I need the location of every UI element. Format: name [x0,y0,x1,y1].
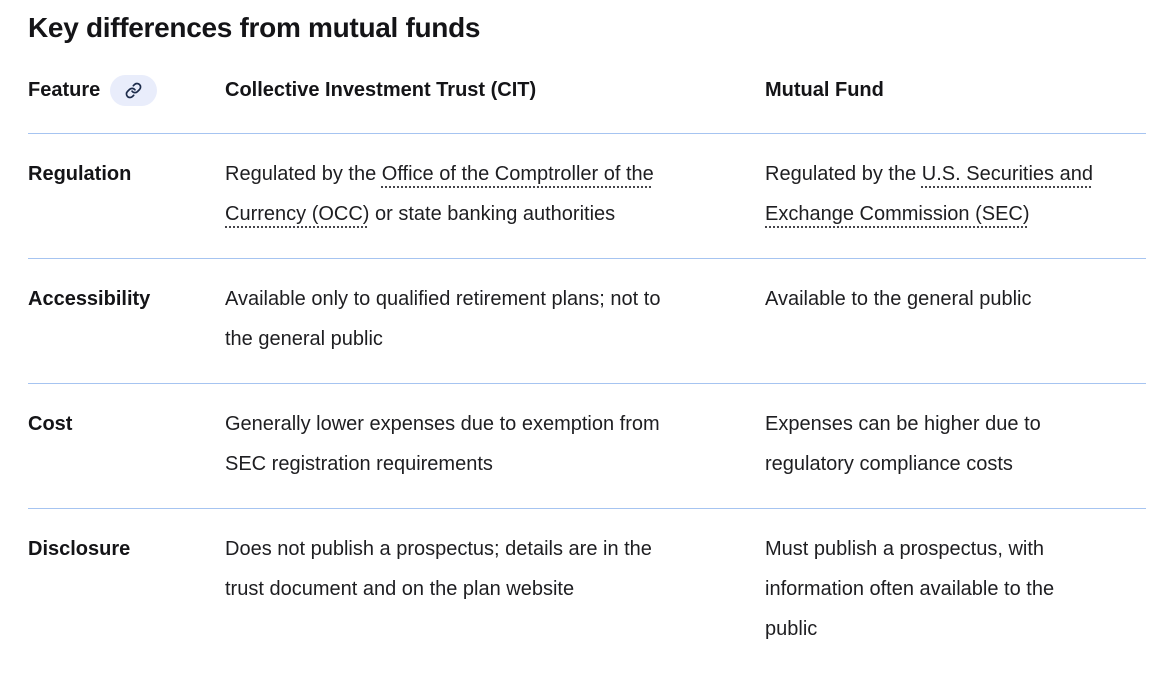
row-label: Regulation [28,163,132,185]
cit-cell-cost: Generally lower expenses due to exemption from SEC registration requirements [225,413,660,475]
table-row-accessibility [28,259,1146,384]
header-mutual-fund: Mutual Fund [765,79,884,101]
table-header-row [28,75,1146,134]
cit-cell-disclosure: Does not publish a prospectus; details are in the trust document and on the plan website [225,538,652,600]
cell-text: or state banking authorities [369,203,616,225]
cit-cell-accessibility: Available only to qualified retirement plans; not to the general public [225,288,661,350]
header-feature [28,75,225,106]
mutual-fund-cell-regulation [765,154,1146,234]
row-label: Cost [28,413,73,435]
table-row-regulation [28,134,1146,259]
sec-link[interactable]: U.S. Securities and Exchange Commission (SEC) [765,163,1093,225]
occ-link[interactable]: Office of the Comptroller of the Currency (OCC) [225,163,654,225]
mutual-fund-cell-disclosure: Must publish a prospectus, with information often available to the public [765,538,1055,640]
link-icon [125,82,142,99]
page-title: Key differences from mutual funds [28,12,481,43]
feature-anchor-link-button[interactable] [110,75,157,106]
cell-text: Regulated by the [765,163,922,185]
cit-cell-regulation [225,154,765,234]
table-row-cost [28,384,1146,509]
header-feature-label: Feature [28,79,101,101]
header-cit: Collective Investment Trust (CIT) [225,79,537,101]
row-label: Accessibility [28,288,151,310]
cell-text: Regulated by the [225,163,382,185]
row-label: Disclosure [28,538,131,560]
mutual-fund-cell-cost: Expenses can be higher due to regulatory compliance costs [765,413,1041,475]
table-row-disclosure [28,509,1146,673]
comparison-table [28,75,1146,673]
mutual-fund-cell-accessibility: Available to the general public [765,288,1032,310]
